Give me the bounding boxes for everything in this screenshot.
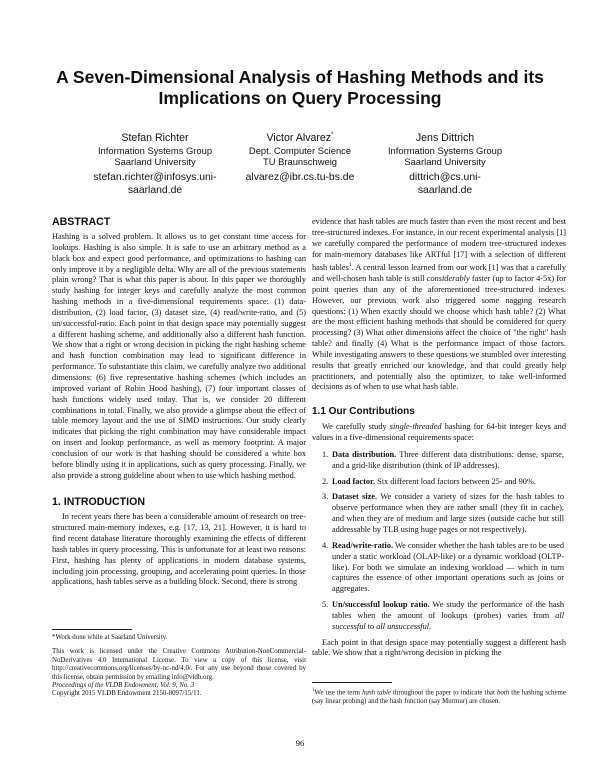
closing-text: Each point in that design space may potentially suggest a different hash table. We show that a right/wrong decision in picking the [312,637,566,658]
author-email [370,171,520,197]
text-emphasis: all unsuccessful [376,621,430,631]
list-number: 5. [322,600,329,610]
text-run: We carefully study [322,422,390,432]
author-affiliation: Information Systems Group [387,145,503,156]
author-block [80,132,230,197]
list-number: 2. [322,476,329,486]
footnote-rule [312,682,392,683]
license-note: This work is licensed under the Creative Commons Attribution-NonCommercial-NoDerivatives 4.0 International License. To view a copy of this license, visit http://creativecommons.org/licenses/by-nc-nd/4.0/. For any use beyond those covered by this license, obtain permission by emailing info@vldb.org. [52,648,306,681]
item-title: Un/successful lookup ratio. [332,600,430,610]
text-run: . [429,621,432,631]
text-emphasis: considerably [426,273,470,283]
list-item [312,541,566,595]
author-name-text: Victor Alvarez [266,132,332,144]
contributions-heading: 1.1 Our Contributions [312,406,415,418]
author-email-line2: saarland.de [127,185,183,196]
author-block [370,132,520,197]
author-institution: Saarland University [114,156,196,167]
text-run: faster (up to factor 4-5x) for point queries than any of the aforementioned tree-structured indexes. However, our previous work also triggered some nagging research questions: (1) When exactly should we choose which hash table? (2) What are the most efficient hashing methods that should be considered for query processing? (3) What other dimensions affect the choice of "the right" hash table? and finally (4) What is the performance impact of those factors. While investigating answers to these questions we stumbled over interesting results that greatly enriched our knowledge, and that could greatly help practitioners, and potentially also the optimizer, to take well-informed decisions as of when to use what hash table. [312,273,566,392]
author-block [225,132,375,184]
item-text: We consider whether the hash tables are to be used under a static workload (OLAP-like) or a dynamic workload (OLTP-like). For both we simulate an indexing workload — which in turn captures the essence of other important operations such as joins or aggregates. [332,540,564,594]
list-number: 1. [322,449,329,459]
list-number: 3. [322,492,329,502]
text-emphasis: single-threaded [389,422,442,432]
item-text: Three different data distributions: dense, sparse, and a grid-like distribution (think of IP addresses). [332,449,564,470]
footnote-ref: 1 [348,262,352,269]
list-item [312,492,566,535]
text-emphasis: both [496,689,510,697]
author-affiliation: Information Systems Group [97,145,213,156]
item-title: Load factor. [332,476,376,486]
author-email-line2: saarland.de [417,185,473,196]
author-institution: Saarland University [404,156,486,167]
contributions-intro [312,422,566,444]
text-run: the hashing scheme (say linear probing) and the hash function (say Murmur) are chosen. [312,689,566,705]
item-text: We study the performance of the hash tables when the amount of lookups (probes) varies from [332,600,564,620]
footnotes-left [52,629,306,699]
author-email [225,171,375,184]
list-number: 4. [322,540,329,550]
left-column [52,215,306,588]
footnote-rule [52,629,132,630]
abstract-text: Hashing is a solved problem. It allows us to get constant time access for lookups. Hashing is also simple. It is safe to use an arbitrary method as a black box and expect good performance, and optimizations to hashing can only improve it by a negligible delta. Why are all of the previous statements plain wrong? That is what this paper is about. In this paper we thoroughly study hashing for integer keys and carefully analyze the most common hashing methods in a five-dimensional requirements space: (1) data-distribution, (2) load factor, (3) dataset size, (4) read/write-ratio, and (5) un/successful-ratio. Each point in that design space may potentially suggest a different hashing scheme, and additionally also a different hash function. We show that a right or wrong decision in picking the right hashing scheme and hash function combination may lead to significant difference in performance. To substantiate this claim, we carefully analyze two additional dimensions: (6) five representative hashing schemes (which includes an improved variant of Robin Hood hashing), (7) four important classes of hash functions widely used today. That is, we consider 20 different combinations in total. Finally, we also provide a glimpse about the effect of table memory layout and the use of SIMD instructions. Our study clearly indicates that picking the right combination may have considerable impact on insert and lookup performance, as well as memory footprint. A major conclusion of our work is that hashing should be considered a white box before blindly using it in applications, such as query processing. Finally, we also provide a strong guideline about when to use which hashing method. [52,232,306,480]
text-run: hashing for 64-bit integer keys and values in a five-dimensional requirements space: [312,422,566,443]
item-title: Read/write-ratio. [332,540,394,550]
item-title: Dataset size. [332,492,378,502]
author-email [80,171,230,197]
right-column [312,217,566,659]
item-text: Six different load factors between 25- and 90%. [375,476,536,486]
author-footnote-mark: * [331,132,334,138]
text-run: to [365,621,377,631]
item-text: We consider a variety of sizes for the hash tables to observe performance when they are rather small (they fit in cache), and when they are of medium and large sizes (outside cache but still addressable by TLB using huge pages or not respectively). [332,492,564,535]
proceedings-note: Proceedings of the VLDB Endowment, Vol. 9, No. 3 [52,682,195,690]
author-email-line1: dittrich@cs.uni- [409,172,481,183]
list-item [312,477,566,488]
author-email-line1: stefan.richter@infosys.uni- [93,172,217,183]
footnote-1 [312,687,566,706]
abstract-heading: ABSTRACT [52,216,111,228]
footnotes-right [312,682,566,706]
paper-title: A Seven-Dimensional Analysis of Hashing Methods and its Implications on Query Processing [56,67,544,108]
text-run: . A central lesson learned from our work [1] was that a carefully and well-chosen hash table is still [312,263,566,283]
text-run: We use the term [314,689,363,697]
item-title: Data distribution. [332,449,397,459]
text-run: evidence that hash tables are much faster than even the most recent and best tree-structured indexes. For instance, in our recent experimental analysis [1] we carefully compared the performance of modern tree-structured indexes for main-memory databases like ARTful [17] with a selection of different hash tables [312,217,566,273]
text-emphasis: hash table [362,689,391,697]
work-footnote: *Work done while at Saarland University. [52,634,168,641]
list-item [312,600,566,633]
contributions-list [312,450,566,633]
author-name [225,132,375,145]
intro-heading: 1. INTRODUCTION [52,496,145,509]
author-affiliation: Dept. Computer Science [248,145,352,156]
text-run: throughout the paper to indicate that [390,689,497,697]
author-institution: TU Braunschweig [263,156,337,167]
copyright-note: Copyright 2015 VLDB Endowment 2150-8097/15/11. [52,690,202,698]
list-item [312,450,566,472]
footnote-mark: 1 [312,688,315,693]
author-email-line1: alvarez@ibr.cs.tu-bs.de [245,172,355,183]
text-emphasis: all successful [332,610,564,631]
author-name: Stefan Richter [121,132,189,144]
author-name: Jens Dittrich [415,132,475,144]
page-number: 96 [295,738,305,748]
intro-continued [312,217,566,393]
intro-text: In recent years there has been a considerable amount of research on tree-structured main-memory indexes, e.g. [17, 13, 21]. However, it is hard to find recent database literature thoroughly examining the effects of different hash tables in query processing. This is unfortunate for at least two reasons: First, hashing has plenty of applications in modern database systems, including join processing, grouping, and accelerating point queries. In those applications, hash tables serve as a building block. Second, there is strong [52,512,306,587]
